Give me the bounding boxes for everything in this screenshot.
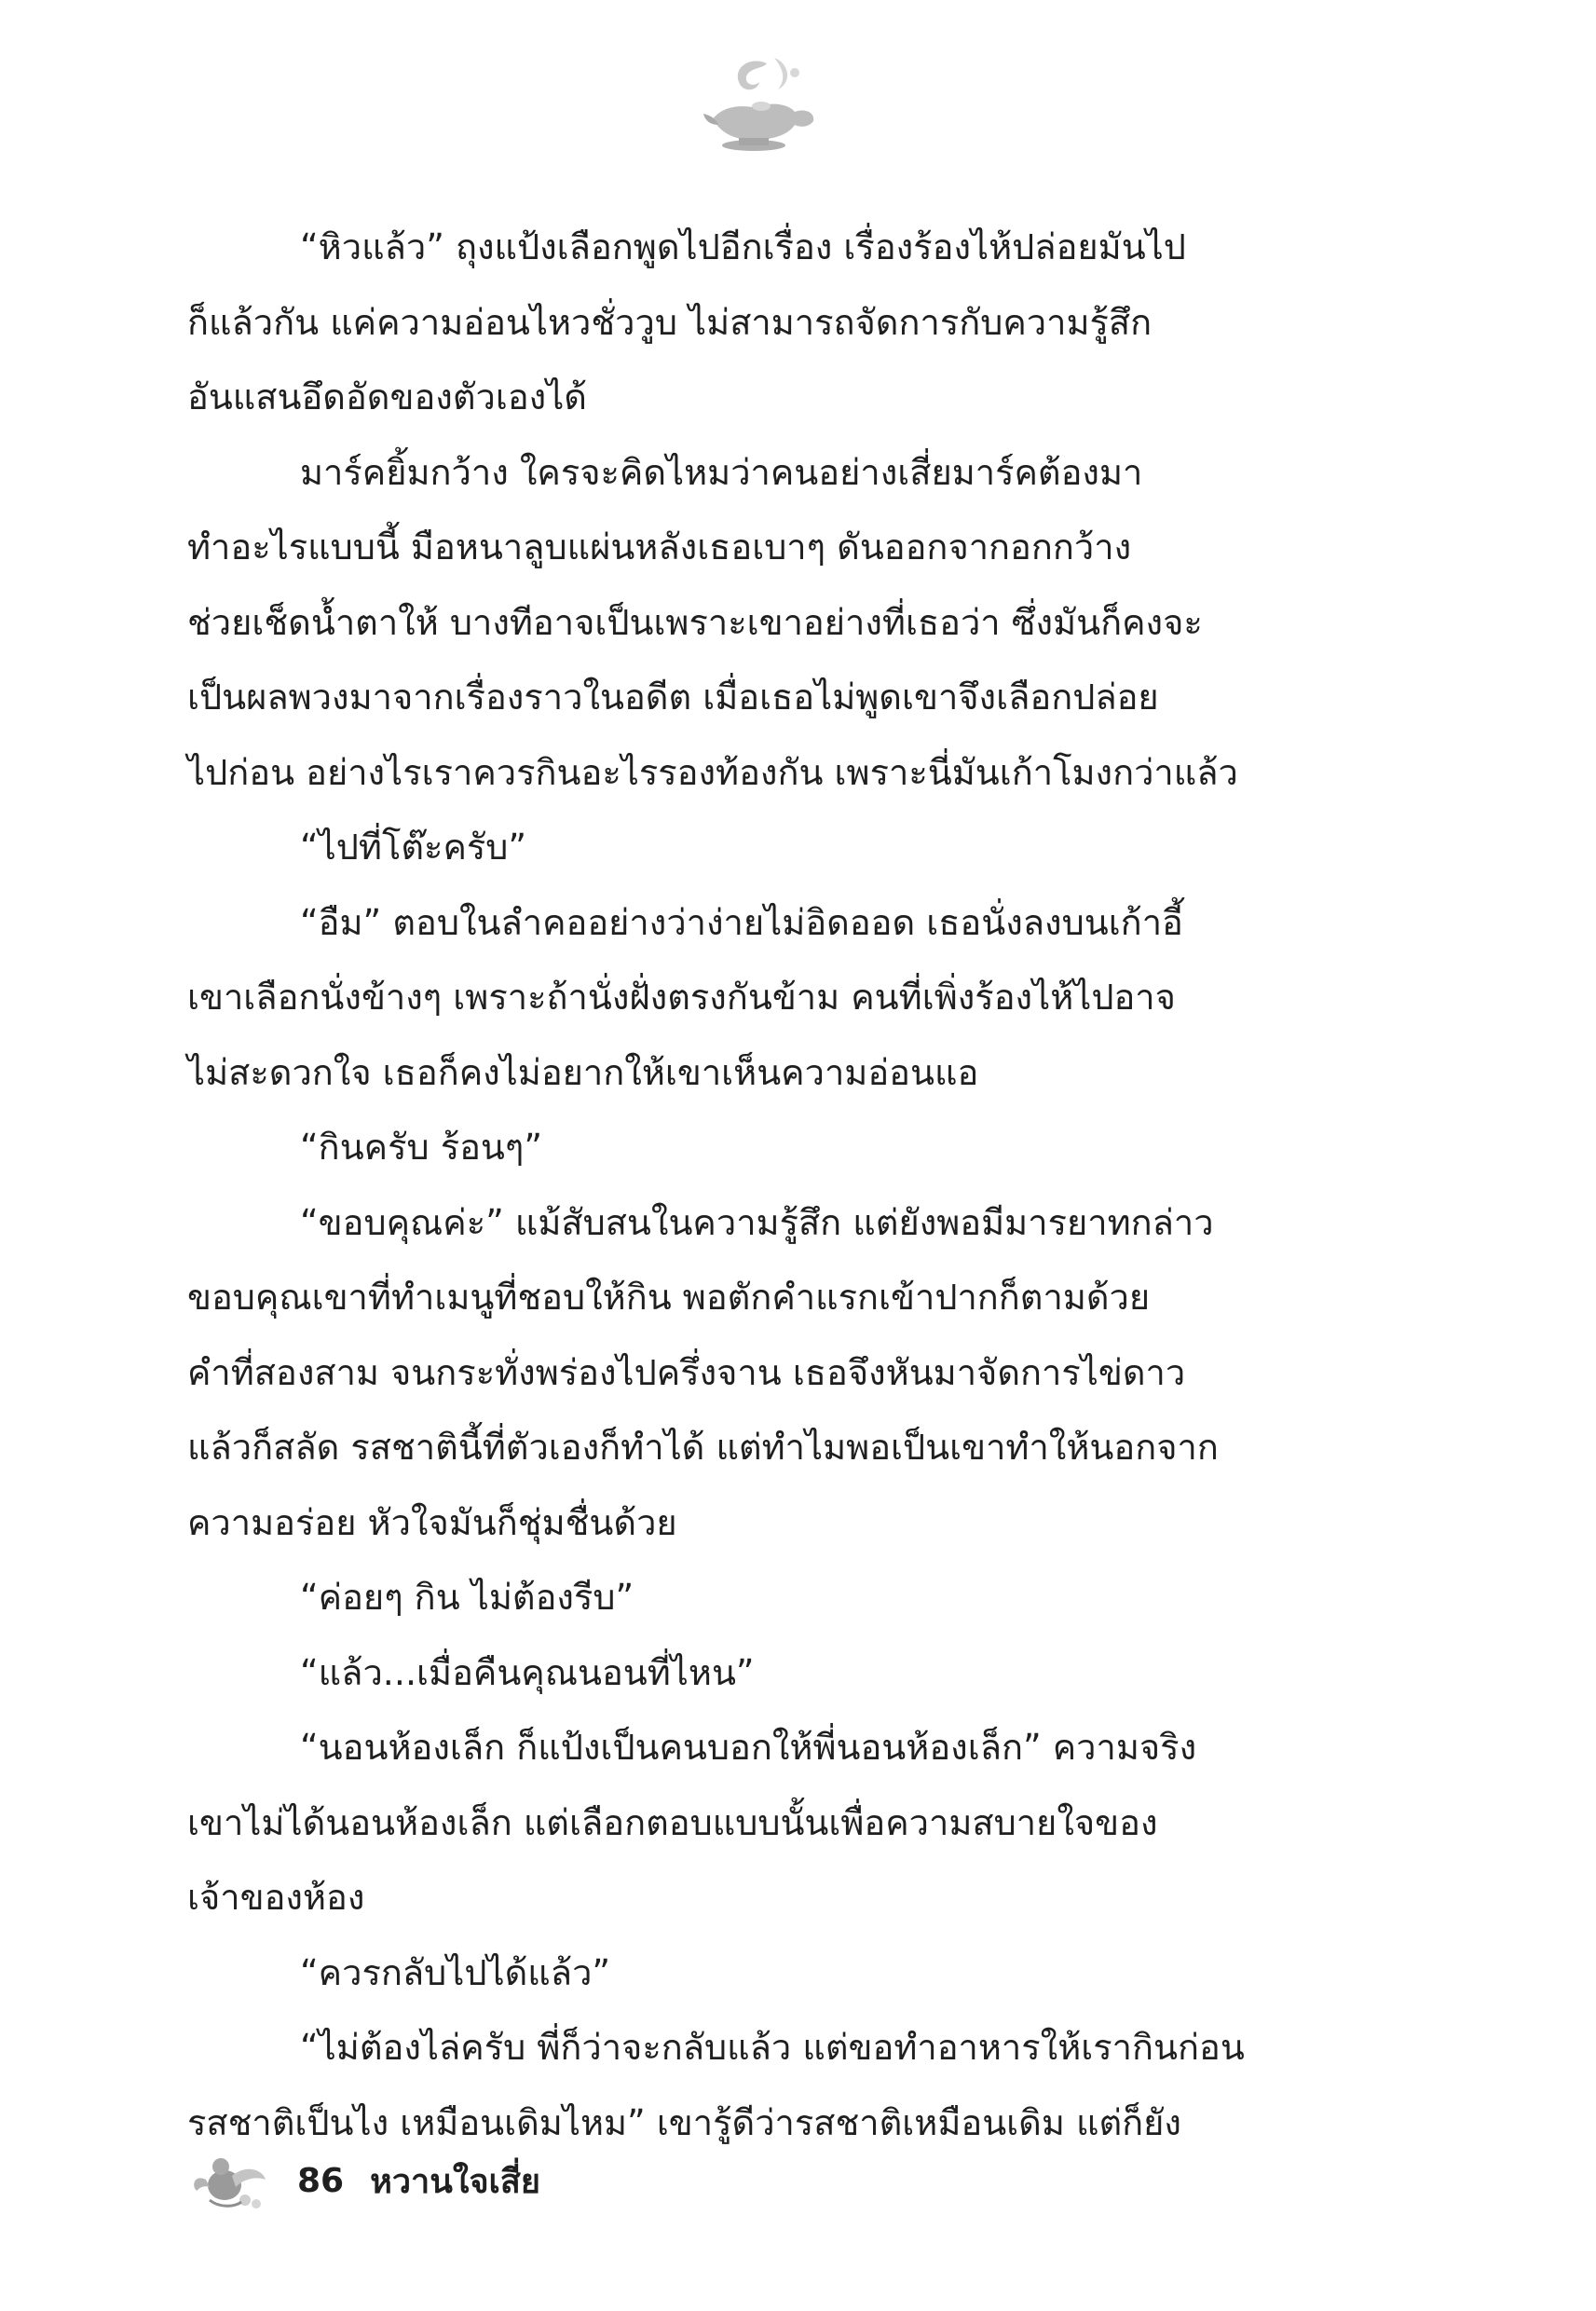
text-line: “ควรกลับไปได้แล้ว” [300, 1951, 611, 1993]
page-number: 86 [297, 2161, 345, 2200]
text-line: ขอบคุณเขาที่ทำเมนูที่ชอบให้กิน พอตักคำแรกเข้าปากก็ตามด้วย [187, 1277, 1151, 1318]
text-line: ทำอะไรแบบนี้ มือหนาลูบแผ่นหลังเธอเบาๆ ดันออกจากอกกว้าง [187, 526, 1132, 567]
text-line: มาร์คยิ้มกว้าง ใครจะคิดไหมว่าคนอย่างเสี่ยมาร์คต้องมา [300, 451, 1143, 493]
text-line: คำที่สองสาม จนกระทั่งพร่องไปครึ่งจาน เธอจึงหันมาจัดการไข่ดาว [187, 1351, 1186, 1393]
text-line: แล้วก็สลัด รสชาตินี้ที่ตัวเองก็ทำได้ แต่ทำไมพอเป็นเขาทำให้นอกจาก [187, 1427, 1219, 1468]
text-line: “หิวแล้ว” ถุงแป้งเลือกพูดไปอีกเรื่อง เรื่องร้องไห้ปล่อยมันไป [300, 226, 1186, 267]
text-line: “แล้ว...เมื่อคืนคุณนอนที่ไหน” [300, 1651, 755, 1693]
text-line: “ไปที่โต๊ะครับ” [300, 827, 527, 868]
text-line: เขาเลือกนั่งข้างๆ เพราะถ้านั่งฝั่งตรงกันข้าม คนที่เพิ่งร้องไห้ไปอาจ [187, 977, 1176, 1018]
genie-lamp-icon [685, 54, 825, 157]
text-line: อันแสนอึดอัดของตัวเองได้ [187, 376, 587, 417]
text-line: “ไม่ต้องไล่ครับ พี่ก็ว่าจะกลับแล้ว แต่ขอทำอาหารให้เรากินก่อน [300, 2027, 1245, 2068]
page-footer [187, 2143, 839, 2218]
text-line: “ค่อยๆ กิน ไม่ต้องรีบ” [300, 1577, 634, 1618]
text-line: “นอนห้องเล็ก ก็แป้งเป็นคนบอกให้พี่นอนห้องเล็ก” ความจริง [300, 1727, 1197, 1768]
book-title: หวานใจเสี่ย [370, 2162, 540, 2201]
text-line: ก็แล้วกัน แค่ความอ่อนไหวชั่ววูบ ไม่สามารถจัดการกับความรู้สึก [187, 301, 1153, 343]
text-line: “ขอบคุณค่ะ” แม้สับสนในความรู้สึก แต่ยังพอมีมารยาทกล่าว [300, 1201, 1214, 1243]
text-line: เป็นผลพวงมาจากเรื่องราวในอดีต เมื่อเธอไม่พูดเขาจึงเลือกปล่อย [187, 677, 1159, 718]
text-line: ไปก่อน อย่างไรเราควรกินอะไรรองท้องกัน เพราะนี่มันเก้าโมงกว่าแล้ว [187, 751, 1238, 793]
text-line: ความอร่อย หัวใจมันก็ชุ่มชื่นด้วย [187, 1501, 677, 1543]
text-line: เขาไม่ได้นอนห้องเล็ก แต่เลือกตอบแบบนั้นเพื่อความสบายใจของ [187, 1801, 1158, 1843]
text-line: เจ้าของห้อง [187, 1877, 365, 1918]
text-line: ไม่สะดวกใจ เธอก็คงไม่อยากให้เขาเห็นความอ่อนแอ [187, 1051, 979, 1093]
text-line: “อืม” ตอบในลำคออย่างว่าง่ายไม่อิดออด เธอนั่งลงบนเก้าอี้ [300, 901, 1183, 943]
body-text [187, 210, 1329, 2160]
text-line: รสชาติเป็นไง เหมือนเดิมไหม” เขารู้ดีว่ารสชาติเหมือนเดิม แต่ก็ยัง [187, 2101, 1181, 2143]
text-line: ช่วยเช็ดน้ำตาให้ บางทีอาจเป็นเพราะเขาอย่างที่เธอว่า ซึ่งมันก็คงจะ [187, 601, 1203, 643]
text-line: “กินครับ ร้อนๆ” [300, 1127, 543, 1168]
cherub-icon [187, 2148, 271, 2213]
